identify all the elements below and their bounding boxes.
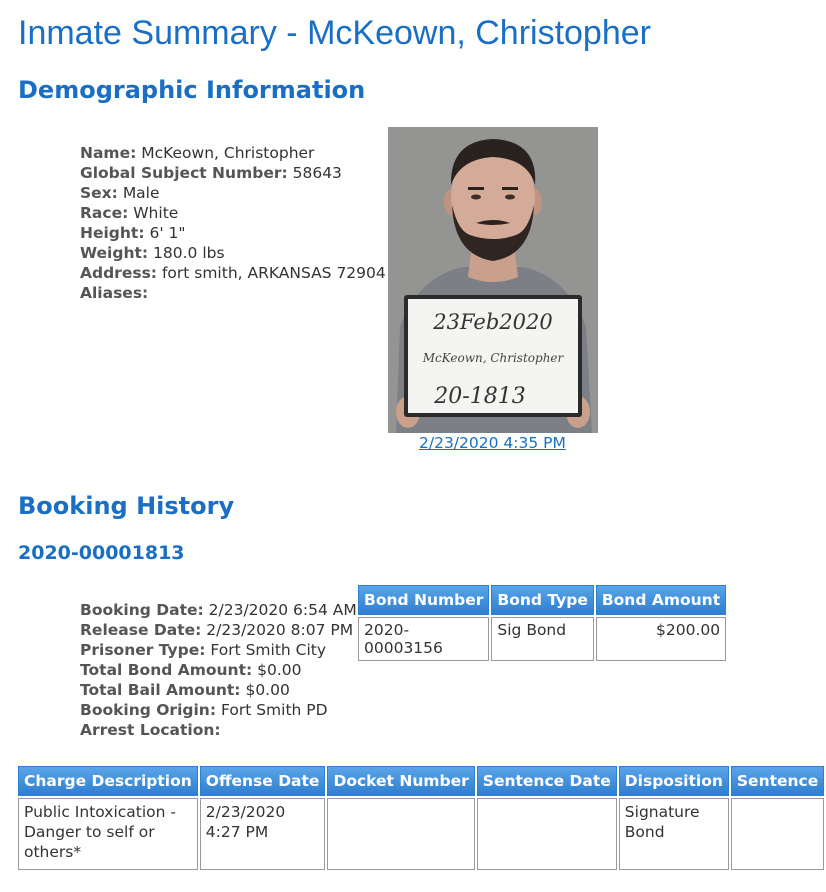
name-row: Name: McKeown, Christopher <box>80 144 315 162</box>
booking-info <box>80 600 357 740</box>
address-value: fort smith, ARKANSAS 72904 <box>161 264 386 282</box>
booking-number: 2020-00001813 <box>18 542 185 564</box>
total-bail-amount-row: Total Bail Amount: $0.00 <box>80 681 290 699</box>
table-row <box>358 617 726 661</box>
col-disposition[interactable]: Disposition <box>619 766 729 796</box>
col-offense-date[interactable]: Offense Date <box>200 766 326 796</box>
photo-date-link[interactable]: 2/23/2020 4:35 PM <box>419 434 566 452</box>
sex-row: Sex: Male <box>80 184 160 202</box>
board-text-date: 23Feb2020 <box>433 310 553 334</box>
release-date-value: 2/23/2020 8:07 PM <box>206 621 354 639</box>
charges-table <box>16 764 826 872</box>
weight-value: 180.0 lbs <box>153 244 225 262</box>
global-subject-number-value: 58643 <box>292 164 342 182</box>
board-text-number: 20-1813 <box>434 384 526 409</box>
total-bond-amount-row: Total Bond Amount: $0.00 <box>80 661 302 679</box>
booking-origin-value: Fort Smith PD <box>220 701 328 719</box>
sentence-date-cell <box>477 798 617 870</box>
global-subject-number-row: Global Subject Number: 58643 <box>80 164 342 182</box>
demographic-info <box>80 143 386 303</box>
bond-table <box>356 583 728 663</box>
charge-description-cell: Public Intoxication - Danger to self or others* <box>18 798 198 870</box>
col-charge-description[interactable]: Charge Description <box>18 766 198 796</box>
height-row: Height: 6' 1" <box>80 224 186 242</box>
release-date-row: Release Date: 2/23/2020 8:07 PM <box>80 621 354 639</box>
charges-header-row <box>18 766 824 796</box>
offense-date-cell: 2/23/2020 4:27 PM <box>200 798 326 870</box>
sex-value: Male <box>122 184 160 202</box>
arrest-location-row: Arrest Location: <box>80 721 221 739</box>
disposition-cell: Signature Bond <box>619 798 729 870</box>
race-row: Race: White <box>80 204 179 222</box>
total-bond-amount-value: $0.00 <box>257 661 302 679</box>
col-docket-number[interactable]: Docket Number <box>327 766 474 796</box>
mugshot-image <box>388 127 598 433</box>
race-value: White <box>133 204 179 222</box>
bond-type-cell: Sig Bond <box>491 617 593 661</box>
booking-history-heading: Booking History <box>18 492 235 520</box>
name-value: McKeown, Christopher <box>141 144 315 162</box>
booking-origin-row: Booking Origin: Fort Smith PD <box>80 701 328 719</box>
aliases-row: Aliases: <box>80 284 149 302</box>
col-bond-amount[interactable]: Bond Amount <box>596 585 726 615</box>
height-value: 6' 1" <box>149 224 186 242</box>
bond-header-row <box>358 585 726 615</box>
inmate-photo[interactable] <box>388 127 598 433</box>
col-sentence[interactable]: Sentence <box>731 766 824 796</box>
bond-number-cell: 2020-00003156 <box>358 617 489 661</box>
docket-number-cell <box>327 798 474 870</box>
bond-amount-cell: $200.00 <box>596 617 726 661</box>
col-bond-number[interactable]: Bond Number <box>358 585 489 615</box>
prisoner-type-row: Prisoner Type: Fort Smith City <box>80 641 327 659</box>
table-row <box>18 798 824 870</box>
board-text-name: McKeown, Christopher <box>422 351 564 365</box>
page-title: Inmate Summary - McKeown, Christopher <box>18 14 651 52</box>
address-row: Address: fort smith, ARKANSAS 72904 <box>80 264 386 282</box>
booking-date-row: Booking Date: 2/23/2020 6:54 AM <box>80 601 357 619</box>
weight-row: Weight: 180.0 lbs <box>80 244 225 262</box>
total-bail-amount-value: $0.00 <box>245 681 290 699</box>
prisoner-type-value: Fort Smith City <box>210 641 327 659</box>
sentence-cell <box>731 798 824 870</box>
col-sentence-date[interactable]: Sentence Date <box>477 766 617 796</box>
booking-date-value: 2/23/2020 6:54 AM <box>208 601 357 619</box>
col-bond-type[interactable]: Bond Type <box>491 585 593 615</box>
demographic-heading: Demographic Information <box>18 76 366 104</box>
